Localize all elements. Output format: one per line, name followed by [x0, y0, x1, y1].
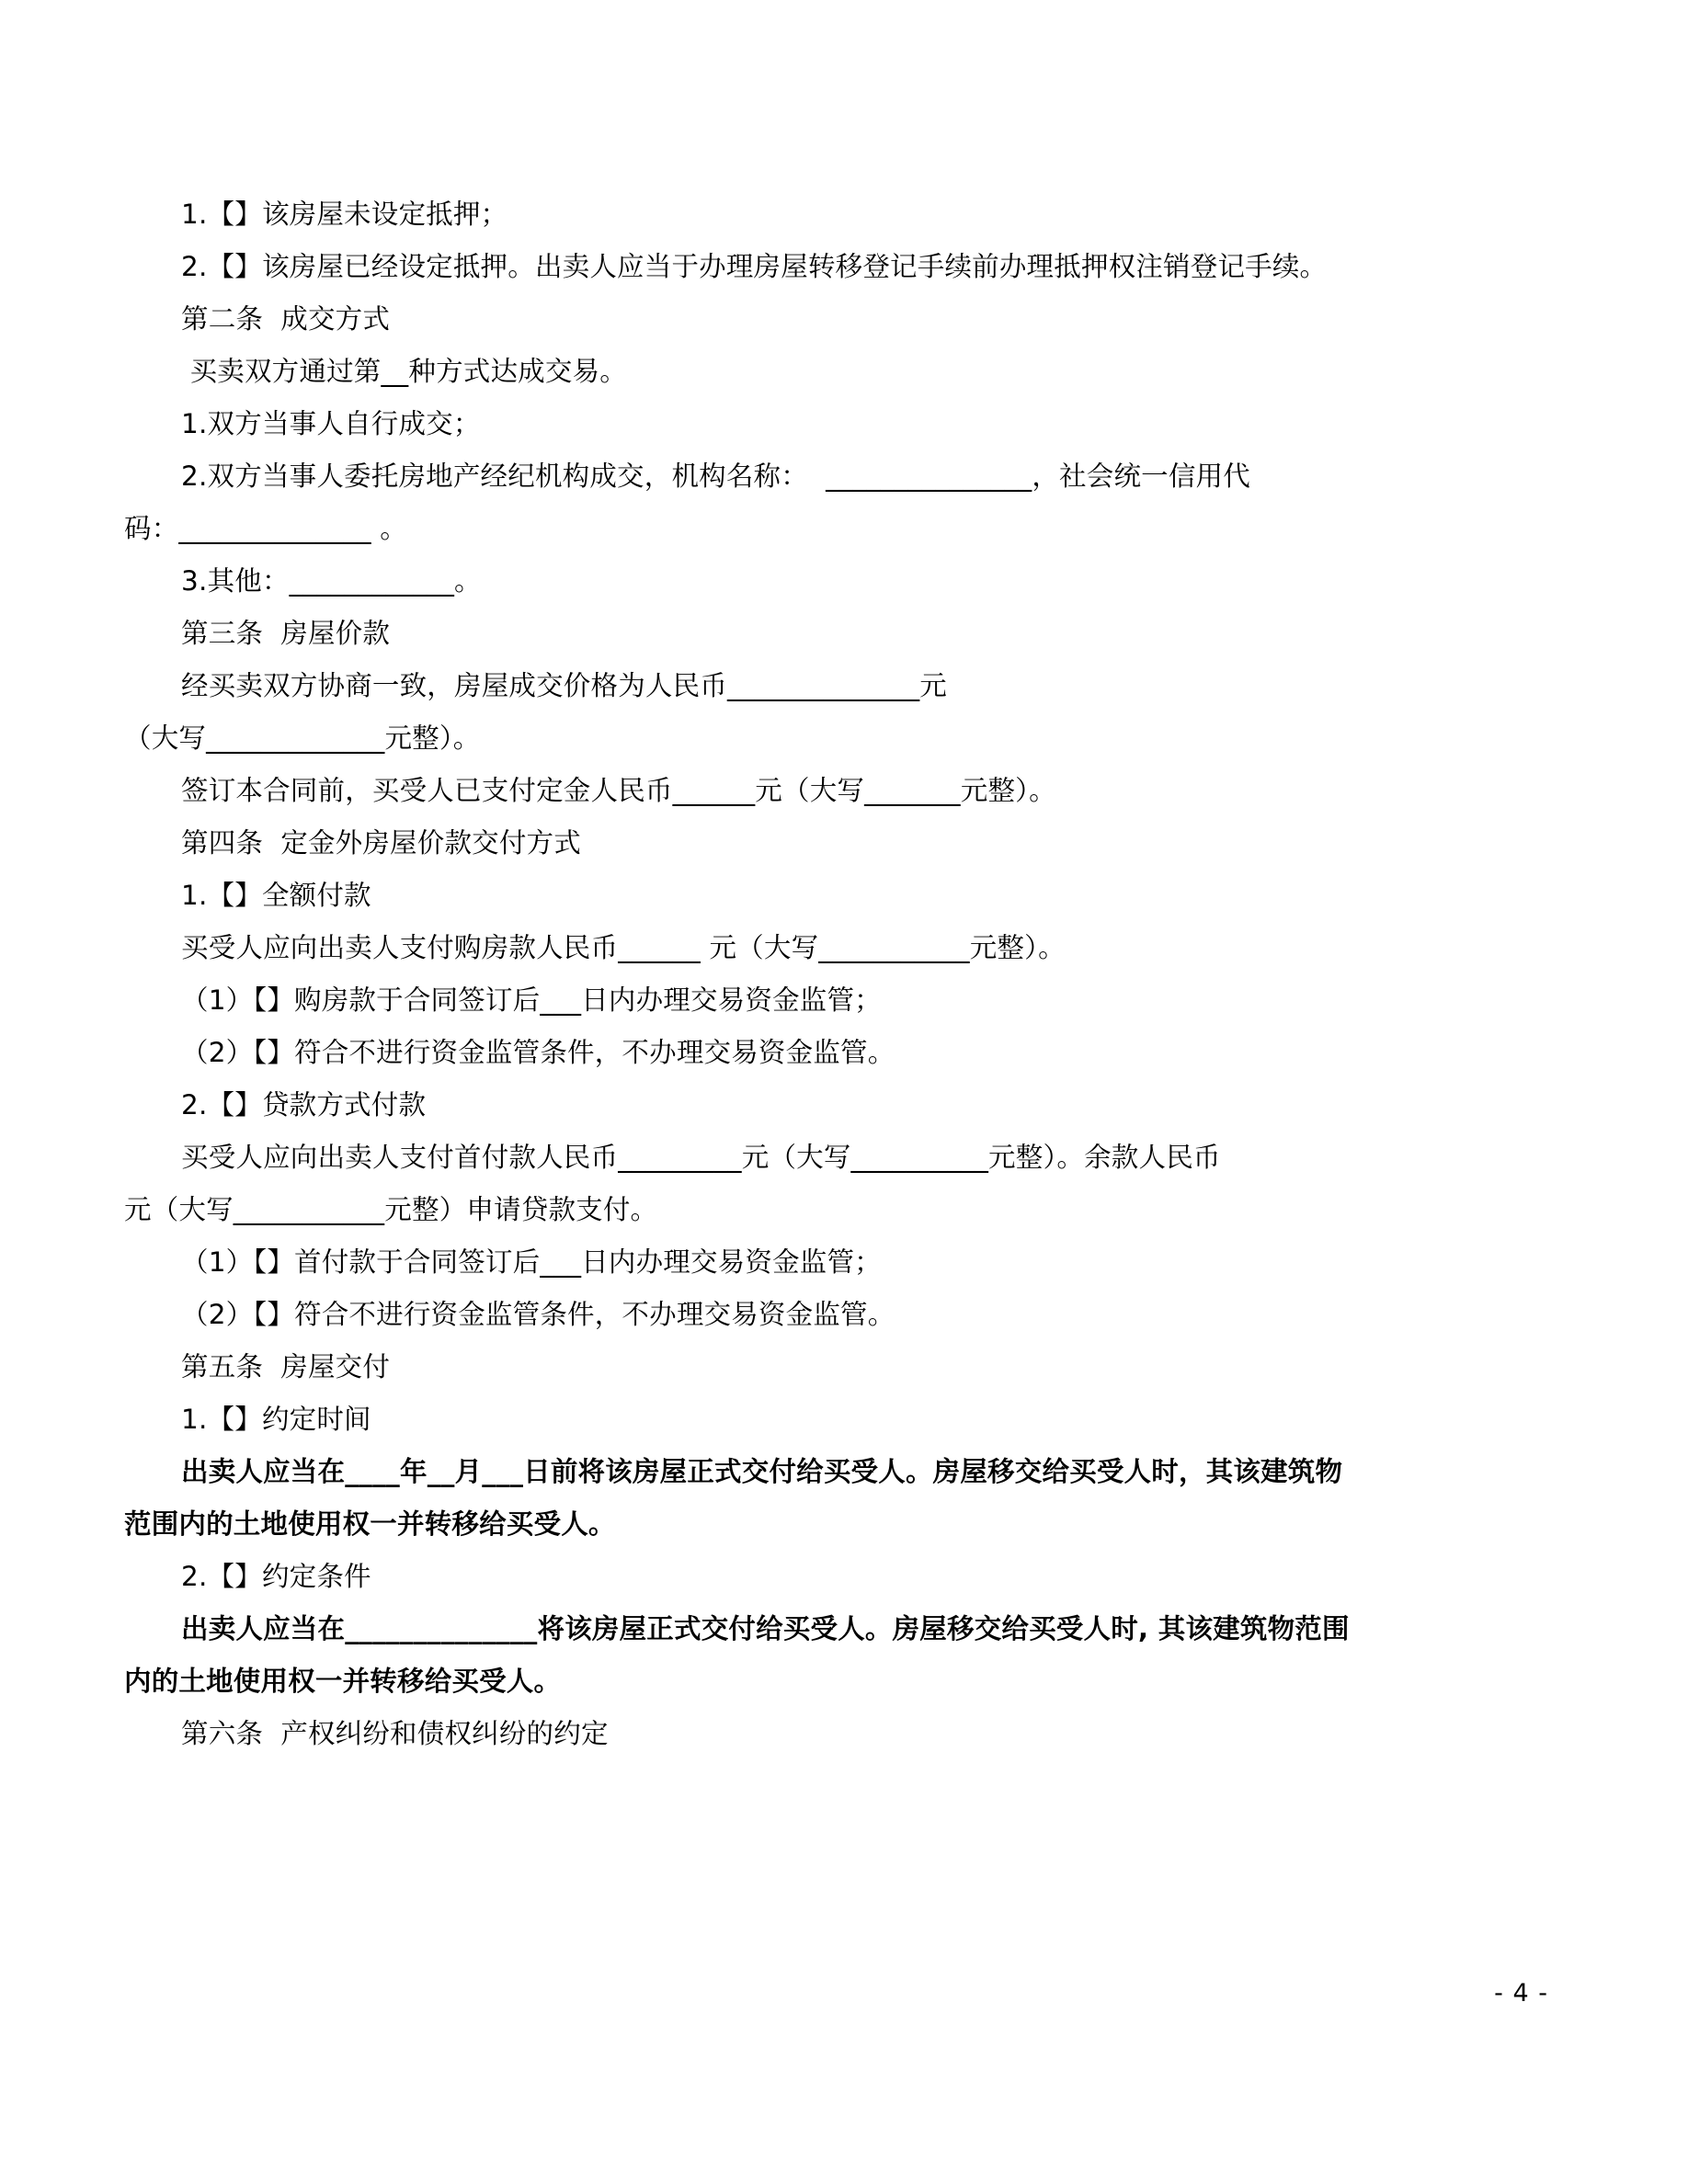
- paragraph-line: （2）【】符合不进行资金监管条件，不办理交易资金监管。: [181, 1036, 895, 1068]
- paragraph-line: 出卖人应当在______________将该房屋正式交付给买受人。房屋移交给买受人时, 其该建筑物范围: [181, 1612, 1350, 1644]
- paragraph-line: 签订本合同前，买受人已支付定金人民币______元（大写_______元整）。: [181, 774, 1056, 806]
- paragraph-line: 经买卖双方协商一致，房屋成交价格为人民币______________元: [181, 669, 948, 701]
- paragraph-line: 1.【】约定时间: [181, 1403, 371, 1435]
- paragraph-line: 第五条 房屋交付: [181, 1350, 391, 1382]
- paragraph-line: 买受人应向出卖人支付首付款人民币_________元（大写__________元整）。余款人民币: [181, 1141, 1221, 1173]
- paragraph-line: （1）【】购房款于合同签订后___日内办理交易资金监管；: [181, 984, 882, 1016]
- paragraph-line: 1.【】该房屋未设定抵押；: [181, 198, 508, 230]
- paragraph-line: 第六条 产权纠纷和债权纠纷的约定: [181, 1717, 609, 1749]
- document-body: [124, 188, 1545, 1760]
- paragraph-line: 范围内的土地使用权一并转移给买受人。: [124, 1507, 616, 1540]
- paragraph-line: （1）【】首付款于合同签订后___日内办理交易资金监管；: [181, 1246, 882, 1278]
- paragraph-line: 2.双方当事人委托房地产经纪机构成交，机构名称： _______________，社会统一信用代: [181, 460, 1250, 492]
- paragraph-line: 2.【】贷款方式付款: [181, 1088, 427, 1120]
- paragraph-line: 1.双方当事人自行成交；: [181, 407, 481, 439]
- paragraph-line: 2.【】该房屋已经设定抵押。出卖人应当于办理房屋转移登记手续前办理抵押权注销登记手续。: [181, 250, 1328, 282]
- paragraph-line: 买受人应向出卖人支付购房款人民币______ 元（大写___________元整）。: [181, 931, 1066, 963]
- paragraph-line: 第四条 定金外房屋价款交付方式: [181, 826, 581, 859]
- paragraph-line: 3.其他：____________。: [181, 564, 482, 597]
- paragraph-line: 出卖人应当在____年__月___日前将该房屋正式交付给买受人。房屋移交给买受人时，其该建筑物: [181, 1455, 1343, 1487]
- paragraph-line: 1.【】全额付款: [181, 879, 371, 911]
- paragraph-line: 码：______________ 。: [124, 512, 407, 544]
- paragraph-line: （2）【】符合不进行资金监管条件，不办理交易资金监管。: [181, 1298, 895, 1330]
- page-number: - 4 -: [1494, 1979, 1548, 2008]
- paragraph-line: （大写_____________元整）。: [124, 722, 481, 754]
- paragraph-line: 买卖双方通过第__种方式达成交易。: [181, 355, 627, 387]
- paragraph-line: 内的土地使用权一并转移给买受人。: [124, 1665, 562, 1697]
- paragraph-line: 2.【】约定条件: [181, 1560, 371, 1592]
- paragraph-line: 第三条 房屋价款: [181, 617, 391, 649]
- paragraph-line: 第二条 成交方式: [181, 302, 391, 335]
- paragraph-line: 元（大写___________元整）申请贷款支付。: [124, 1193, 658, 1225]
